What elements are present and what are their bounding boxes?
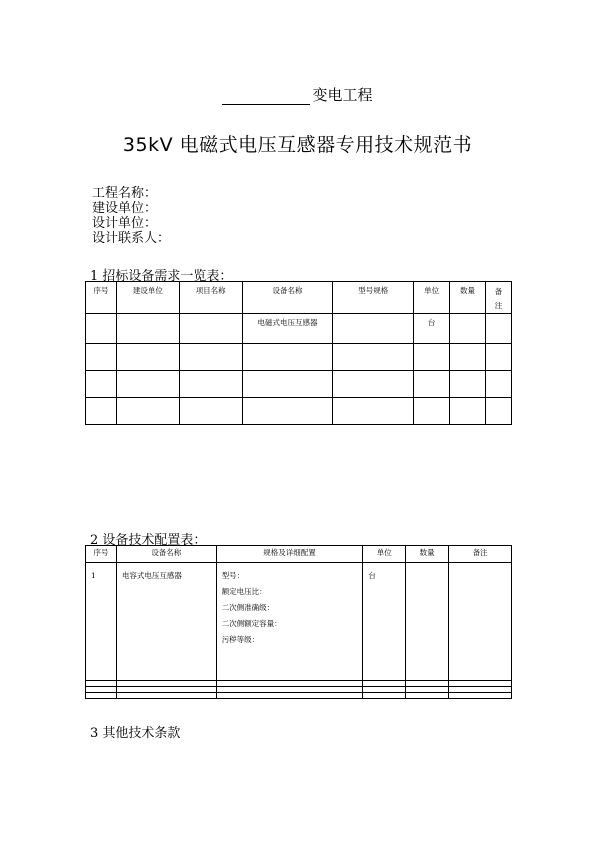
section3-title: 3 其他技术条款 [90, 726, 181, 741]
table-row [86, 344, 512, 371]
col-header: 单位 [414, 282, 450, 314]
remark-header-top: 备 [494, 287, 503, 296]
table-row [86, 314, 512, 344]
spec-rated-ratio: 额定电压比： [221, 587, 267, 596]
unit-cell: 台 [363, 563, 406, 681]
unit-cell: 台 [414, 314, 450, 344]
table-row [86, 563, 512, 681]
section1-title: 1 招标设备需求一览表： [90, 269, 233, 284]
col-header [486, 282, 512, 314]
spec-pollution-level: 污秽等级： [221, 635, 260, 644]
col-header: 单位 [363, 546, 406, 563]
row-number-cell: 1 [86, 563, 117, 681]
project-name-label: 工程名称： [92, 186, 158, 201]
device-name-cell: 电磁式电压互感器 [242, 314, 333, 344]
col-header: 项目名称 [179, 282, 242, 314]
col-header: 设备名称 [116, 546, 216, 563]
section2-title: 2 设备技术配置表： [90, 533, 207, 548]
table-row [86, 693, 512, 699]
spec-model: 型号： [221, 571, 245, 580]
spec-cell [216, 563, 363, 681]
project-info [92, 186, 170, 246]
table-row [86, 398, 512, 425]
page-title: 35kV 电磁式电压互感器专用技术规范书 [122, 134, 473, 156]
col-header: 序号 [86, 282, 117, 314]
col-header: 建设单位 [116, 282, 179, 314]
col-header: 型号规格 [333, 282, 414, 314]
design-unit-label: 设计单位： [92, 216, 158, 231]
table-header-row [86, 546, 512, 563]
spec-accuracy-class: 二次侧准确级： [221, 603, 275, 612]
project-name-blank [222, 90, 310, 105]
col-header: 数量 [450, 282, 486, 314]
col-header: 备注 [449, 546, 512, 563]
table-header-row [86, 282, 512, 314]
col-header: 数量 [406, 546, 449, 563]
header-suffix: 变电工程 [312, 86, 373, 104]
construction-unit-label: 建设单位： [92, 201, 158, 216]
tech-config-table [85, 545, 512, 699]
col-header: 序号 [86, 546, 117, 563]
header-line [0, 84, 595, 105]
equipment-demand-table [85, 281, 512, 425]
remark-header-bottom: 注 [494, 301, 503, 310]
table-row [86, 371, 512, 398]
design-contact-label: 设计联系人： [92, 231, 171, 246]
col-header: 设备名称 [242, 282, 333, 314]
spec-rated-capacity: 二次侧额定容量： [221, 619, 282, 628]
col-header: 规格及详细配置 [216, 546, 363, 563]
device-name-cell: 电容式电压互感器 [116, 563, 216, 681]
